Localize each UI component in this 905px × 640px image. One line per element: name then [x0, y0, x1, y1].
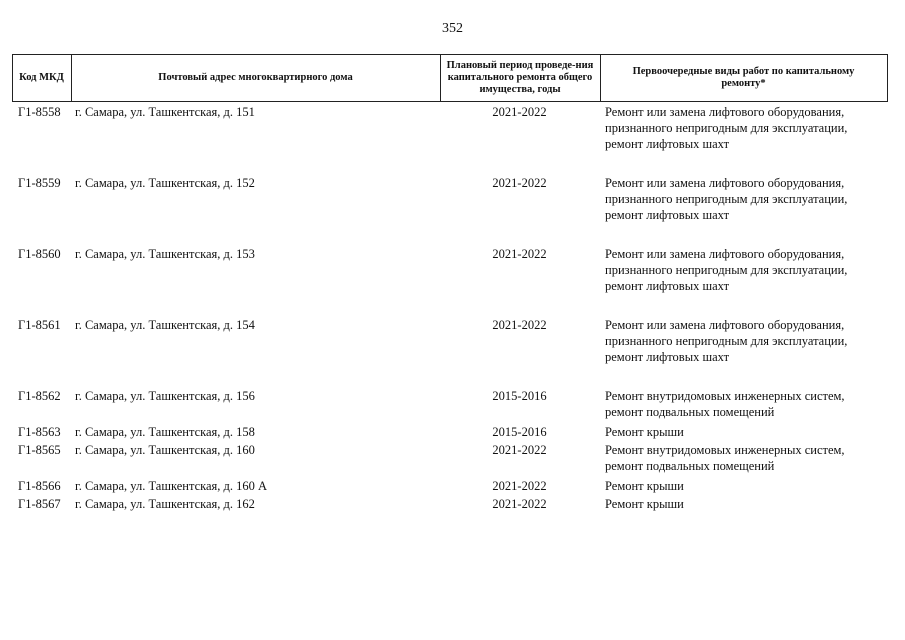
row-code: Г1-8565: [18, 443, 61, 457]
row-period: 2021-2022: [492, 497, 547, 511]
header-period: Плановый период проведе-ния капитального ремонта общего имущества, годы: [446, 60, 594, 95]
row-code: Г1-8567: [18, 497, 61, 511]
row-address: г. Самара, ул. Ташкентская, д. 153: [75, 247, 255, 261]
row-period: 2021-2022: [492, 479, 547, 493]
row-code: Г1-8562: [18, 389, 61, 403]
row-period: 2021-2022: [492, 176, 547, 190]
row-works: Ремонт внутридомовых инженерных систем, ремонт подвальных помещений: [605, 443, 845, 473]
row-works: Ремонт крыши: [605, 425, 684, 439]
header-address: Почтовый адрес многоквартирного дома: [158, 72, 353, 83]
row-address: г. Самара, ул. Ташкентская, д. 154: [75, 318, 255, 332]
row-address: г. Самара, ул. Ташкентская, д. 162: [75, 497, 255, 511]
row-period: 2015-2016: [492, 389, 547, 403]
header-code: Код МКД: [19, 72, 64, 83]
row-period: 2021-2022: [492, 105, 547, 119]
row-code: Г1-8559: [18, 176, 61, 190]
row-code: Г1-8563: [18, 425, 61, 439]
header-works: Первоочередные виды работ по капитальному ремонту*: [632, 66, 855, 89]
page-number: 352: [442, 21, 463, 36]
row-works: Ремонт или замена лифтового оборудования, признанного непригодным для эксплуатации, ремонт лифтовых шахт: [605, 318, 848, 364]
row-works: Ремонт внутридомовых инженерных систем, ремонт подвальных помещений: [605, 389, 845, 419]
row-address: г. Самара, ул. Ташкентская, д. 151: [75, 105, 255, 119]
row-address: г. Самара, ул. Ташкентская, д. 152: [75, 176, 255, 190]
row-works: Ремонт или замена лифтового оборудования, признанного непригодным для эксплуатации, ремонт лифтовых шахт: [605, 176, 848, 222]
row-works: Ремонт или замена лифтового оборудования, признанного непригодным для эксплуатации, ремонт лифтовых шахт: [605, 247, 848, 293]
row-works: Ремонт крыши: [605, 497, 684, 511]
row-address: г. Самара, ул. Ташкентская, д. 158: [75, 425, 255, 439]
row-address: г. Самара, ул. Ташкентская, д. 160: [75, 443, 255, 457]
row-code: Г1-8558: [18, 105, 61, 119]
row-period: 2021-2022: [492, 318, 547, 332]
row-period: 2015-2016: [492, 425, 547, 439]
header-divider: [887, 54, 888, 102]
row-works: Ремонт крыши: [605, 479, 684, 493]
row-address: г. Самара, ул. Ташкентская, д. 156: [75, 389, 255, 403]
row-period: 2021-2022: [492, 247, 547, 261]
row-address: г. Самара, ул. Ташкентская, д. 160 А: [75, 479, 268, 493]
row-code: Г1-8560: [18, 247, 61, 261]
row-code: Г1-8561: [18, 318, 61, 332]
row-code: Г1-8566: [18, 479, 61, 493]
row-period: 2021-2022: [492, 443, 547, 457]
row-works: Ремонт или замена лифтового оборудования, признанного непригодным для эксплуатации, ремонт лифтовых шахт: [605, 105, 848, 151]
